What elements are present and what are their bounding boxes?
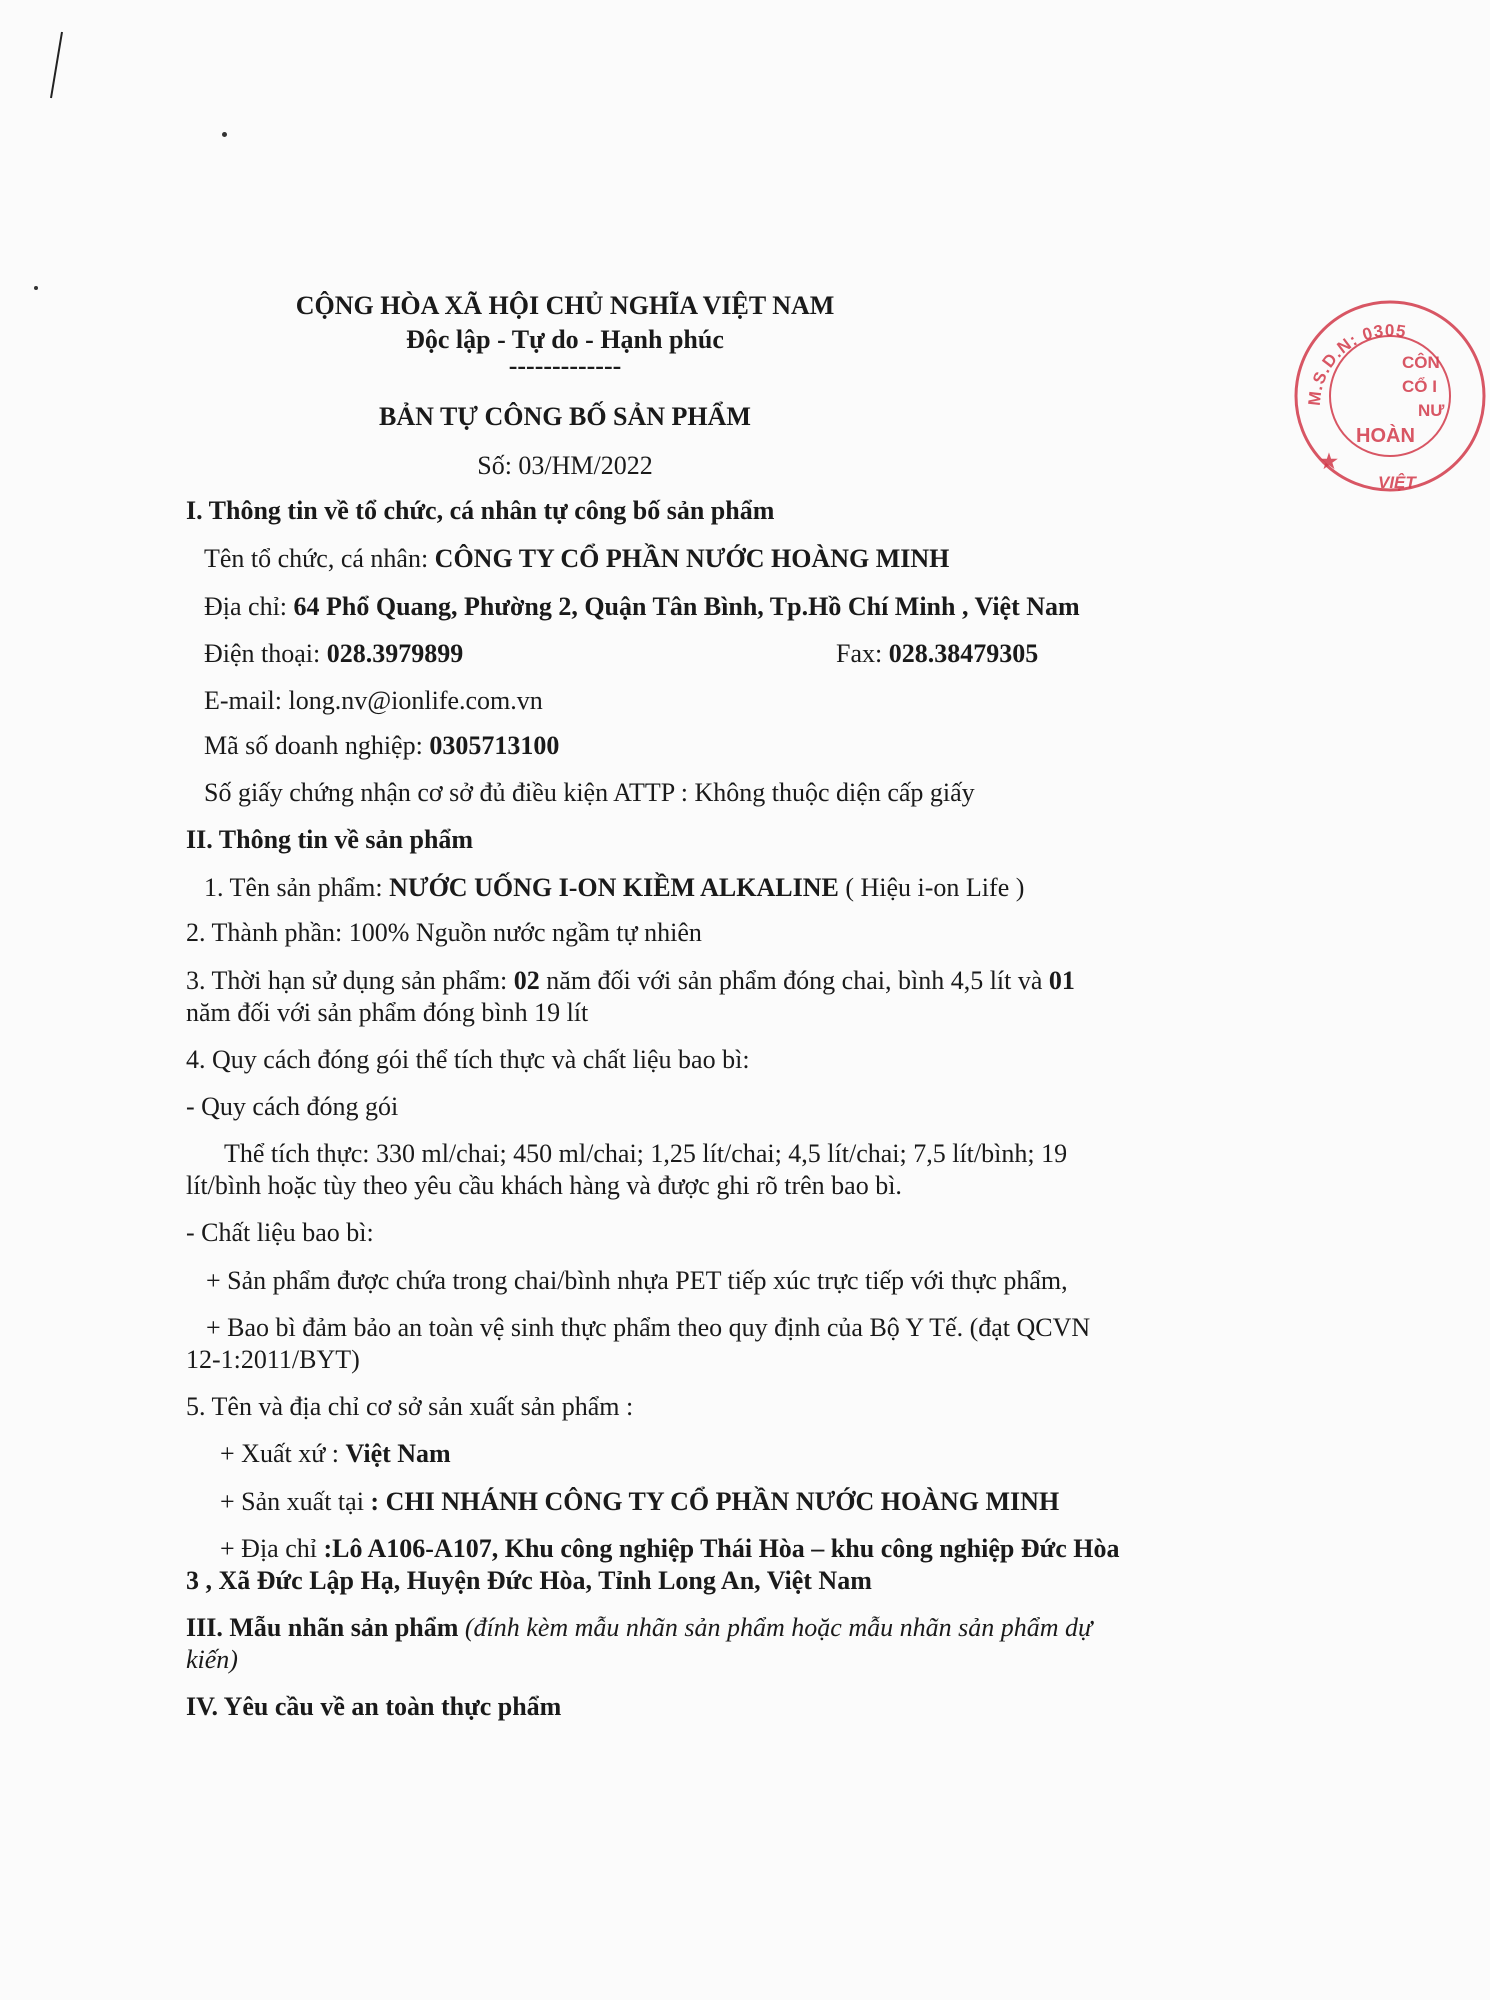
stamp-text-4: HOÀN	[1356, 425, 1415, 447]
packaging-material-item-1: + Sản phẩm được chứa trong chai/bình nhựa PET tiếp xúc trực tiếp với thực phẩm,	[206, 1266, 1068, 1295]
stamp-bottom-text: VIỆT	[1378, 473, 1416, 492]
product-name-line: 1. Tên sản phẩm: NƯỚC UỐNG I-ON KIỀM ALKALINE ( Hiệu i-on Life )	[204, 873, 1025, 902]
manufacturer-address-line: + Địa chỉ :Lô A106-A107, Khu công nghiệp Thái Hòa – khu công nghiệp Đức Hòa	[220, 1534, 1120, 1563]
address-line: Địa chỉ: 64 Phổ Quang, Phường 2, Quận Tân Bình, Tp.Hồ Chí Minh , Việt Nam	[204, 592, 1080, 621]
section-2-heading: II. Thông tin về sản phẩm	[186, 825, 474, 854]
company-seal-stamp	[1290, 296, 1490, 496]
stamp-ring-text: M.S.D.N: 0305	[1304, 320, 1408, 407]
manufactured-at-line: + Sản xuất tại : CHI NHÁNH CÔNG TY CỔ PHẦN NƯỚC HOÀNG MINH	[220, 1487, 1060, 1516]
fax-line: Fax: 028.38479305	[836, 639, 1039, 668]
shelf-life-line: 3. Thời hạn sử dụng sản phẩm: 02 năm đối với sản phẩm đóng chai, bình 4,5 lít và 01	[186, 966, 1075, 995]
manufacturer-address-line-2: 3 , Xã Đức Lập Hạ, Huyện Đức Hòa, Tỉnh Long An, Việt Nam	[186, 1566, 872, 1595]
phone-line: Điện thoại: 028.3979899	[204, 639, 464, 668]
motto: Độc lập - Tự do - Hạnh phúc	[406, 325, 724, 354]
tax-code-line: Mã số doanh nghiệp: 0305713100	[204, 731, 560, 760]
stamp-text-2: CỔ I	[1402, 377, 1437, 396]
pen-stroke-mark	[48, 30, 64, 100]
scan-dot	[222, 132, 227, 137]
net-volume-line: Thể tích thực: 330 ml/chai; 450 ml/chai; 1,25 lít/chai; 4,5 lít/chai; 7,5 lít/bình; 19	[224, 1139, 1068, 1168]
shelf-life-line-2: năm đối với sản phẩm đóng bình 19 lít	[186, 998, 589, 1027]
stamp-text-3: NƯ	[1418, 401, 1445, 420]
food-safety-cert-line: Số giấy chứng nhận cơ sở đủ điều kiện ATTP : Không thuộc diện cấp giấy	[204, 778, 975, 807]
document-title: BẢN TỰ CÔNG BỐ SẢN PHẨM	[379, 402, 751, 431]
org-name-line: Tên tổ chức, cá nhân: CÔNG TY CỔ PHẦN NƯỚC HOÀNG MINH	[204, 544, 950, 573]
packaging-material-label: - Chất liệu bao bì:	[186, 1218, 374, 1247]
section-3-note-cont: kiến)	[186, 1645, 238, 1674]
nation-title: CỘNG HÒA XÃ HỘI CHỦ NGHĨA VIỆT NAM	[295, 291, 835, 320]
section-4-heading: IV. Yêu cầu về an toàn thực phẩm	[186, 1692, 562, 1721]
packaging-material-item-2: + Bao bì đảm bảo an toàn vệ sinh thực phẩm theo quy định của Bộ Y Tế. (đạt QCVN	[206, 1313, 1091, 1342]
packaging-material-item-2-cont: 12-1:2011/BYT)	[186, 1345, 360, 1374]
ingredients-line: 2. Thành phần: 100% Nguồn nước ngầm tự nhiên	[186, 918, 702, 947]
separator: -------------	[508, 351, 622, 380]
manufacturer-heading: 5. Tên và địa chỉ cơ sở sản xuất sản phẩm :	[186, 1392, 634, 1421]
stamp-star: ★	[1320, 451, 1338, 473]
email-line: E-mail: long.nv@ionlife.com.vn	[204, 686, 543, 715]
net-volume-line-2: lít/bình hoặc tùy theo yêu cầu khách hàng và được ghi rõ trên bao bì.	[186, 1171, 902, 1200]
packaging-spec-label: - Quy cách đóng gói	[186, 1092, 399, 1121]
document-number: Số: 03/HM/2022	[477, 451, 653, 480]
section-1-heading: I. Thông tin về tổ chức, cá nhân tự công bố sản phẩm	[186, 496, 775, 525]
stamp-text-1: CÔN	[1402, 353, 1440, 372]
origin-line: + Xuất xứ : Việt Nam	[220, 1439, 451, 1468]
packaging-heading: 4. Quy cách đóng gói thể tích thực và chất liệu bao bì:	[186, 1045, 750, 1074]
section-3-heading: III. Mẫu nhãn sản phẩm (đính kèm mẫu nhãn sản phẩm hoặc mẫu nhãn sản phẩm dự	[186, 1613, 1093, 1642]
